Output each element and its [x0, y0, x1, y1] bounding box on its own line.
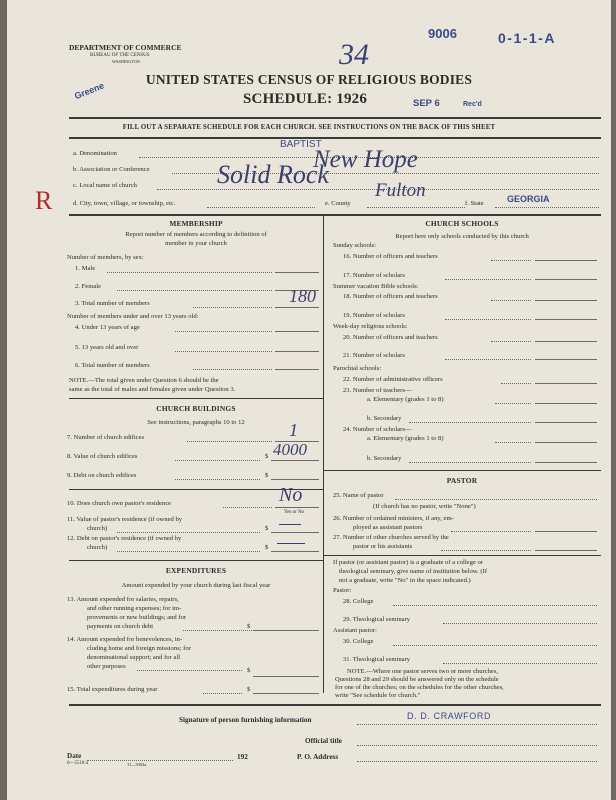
q27-answer-line	[535, 550, 597, 551]
census-schedule-sheet	[7, 0, 611, 800]
po-address-line[interactable]	[357, 761, 597, 762]
received-label-stamp: Rec'd	[463, 101, 482, 108]
q17-label: 17. Number of scholars	[343, 272, 405, 279]
county-stamp: Greene	[73, 80, 106, 102]
q12-label-2: church)	[87, 544, 108, 551]
membership-intro-1: Report number of members according to definition of	[125, 231, 267, 238]
bureau-label: BUREAU OF THE CENSUS	[90, 53, 150, 58]
q12-dollar: $	[265, 544, 269, 551]
q24a-answer-line	[535, 442, 597, 443]
header-rule-bottom	[69, 137, 601, 139]
q23a-label: a. Elementary (grades 1 to 8)	[367, 396, 444, 403]
q27-dots	[441, 550, 531, 551]
q4-label: 4. Under 13 years of age	[75, 324, 140, 331]
q26-label-2: ployed as assistant pastors	[353, 524, 423, 531]
q10-label: 10. Does church own pastor's residence	[67, 500, 172, 507]
date-label: Date	[67, 752, 82, 760]
q14-dots	[137, 670, 242, 671]
q10-value: No	[279, 484, 303, 506]
classification-code-stamp: 0-1-1-A	[498, 30, 556, 46]
form-number: 6—5518 a	[67, 761, 88, 766]
q16-label: 16. Number of officers and teachers	[343, 253, 438, 260]
q6-answer-line	[275, 369, 319, 370]
q8-label: 8. Value of church edifices	[67, 453, 138, 460]
under-over-label: Number of members under and over 13 years old:	[67, 313, 199, 320]
q23b-dots	[409, 422, 531, 423]
q31-line	[443, 663, 597, 664]
q26-answer-line	[535, 531, 597, 532]
q2-dots	[117, 290, 272, 291]
q8-dots	[175, 460, 260, 461]
membership-rule	[69, 398, 323, 399]
q1-answer-line	[275, 272, 319, 273]
q28-line	[393, 605, 597, 606]
pastor-heading: PASTOR	[446, 476, 478, 485]
membership-heading: MEMBERSHIP	[169, 219, 223, 228]
print-number: 11—9384a	[127, 762, 147, 767]
signature-label: Signature of person furnishing information	[179, 716, 312, 724]
pastor-subheading: Pastor:	[333, 587, 352, 594]
membership-intro-2: member in your church	[165, 240, 227, 247]
expenditures-intro: Amount expended by your church during last fiscal year	[121, 582, 271, 589]
summer-schools-label: Summer vacation Bible schools:	[333, 283, 419, 290]
q2-female-label: 2. Female	[75, 283, 102, 290]
q18-answer-line	[535, 300, 597, 301]
q9-label: 9. Debt on church edifices	[67, 472, 137, 479]
q17-answer-line	[535, 279, 597, 280]
signature-line[interactable]	[357, 724, 597, 725]
q30-label: 30. College	[343, 638, 374, 645]
column-divider	[323, 214, 324, 693]
q8-dollar: $	[265, 453, 269, 460]
yes-no-hint: Yes or No	[284, 510, 305, 515]
schools-intro: Report here only schools conducted by this church	[395, 233, 529, 240]
q29-label: 29. Theological seminary	[343, 616, 411, 623]
instruction-banner: FILL OUT A SEPARATE SCHEDULE FOR EACH CHURCH. SEE INSTRUCTIONS ON THE BACK OF THIS SHEET	[122, 124, 496, 131]
q11-dots	[117, 532, 260, 533]
q12-answer-line	[271, 551, 319, 552]
association-label: b. Association or Conference	[73, 166, 150, 173]
q21-answer-line	[535, 359, 597, 360]
q5-dots	[175, 351, 272, 352]
q11-dollar: $	[265, 525, 269, 532]
q31-label: 31. Theological seminary	[343, 656, 411, 663]
q8-value: 4000	[273, 440, 307, 459]
q13-line-4: payments on church debt	[87, 623, 154, 630]
pastor-note-1: NOTE.—Where one pastor serves two or more churches,	[347, 668, 499, 675]
q7-dots	[187, 441, 272, 442]
q11-answer-line	[271, 532, 319, 533]
q10-answer-line	[275, 507, 319, 508]
q14-line-3: denominational support; and for all	[87, 654, 181, 661]
po-address-label: P. O. Address	[297, 753, 339, 761]
form-title: UNITED STATES CENSUS OF RELIGIOUS BODIES	[145, 72, 473, 87]
q19-dots	[445, 319, 531, 320]
q26-dots	[451, 531, 531, 532]
q11-label-1: 11. Value of pastor's residence (if owned by	[67, 516, 183, 523]
association-value-handwritten: New Hope	[313, 146, 418, 173]
q21-dots	[445, 359, 531, 360]
q15-dots	[203, 693, 242, 694]
q15-dollar: $	[247, 686, 251, 693]
q14-line-4: other purposes	[87, 663, 126, 670]
q24a-label: a. Elementary (grades 1 to 8)	[367, 435, 444, 442]
expenditures-rule-top	[69, 560, 323, 561]
q24a-dots	[495, 442, 531, 443]
q7-value: 1	[289, 420, 298, 440]
q22-dots	[501, 383, 531, 384]
q13-dollar: $	[247, 623, 251, 630]
margin-mark-red: R	[35, 186, 53, 215]
q6-dots	[193, 369, 272, 370]
denomination-value: BAPTIST	[280, 139, 322, 150]
pastor-note-3: for one of the churches; on the schedules for the other churches,	[335, 684, 504, 691]
expenditures-heading: EXPENDITURES	[165, 566, 227, 575]
q13-line-3: provements or new buildings; and for	[87, 614, 187, 621]
q20-answer-line	[535, 341, 597, 342]
q9-answer-line	[271, 479, 319, 480]
footer-rule	[69, 704, 601, 706]
graduate-note-1: If pastor (or assistant pastor) is a graduate of a college or	[333, 559, 483, 566]
local-name-label: c. Local name of church	[73, 182, 137, 189]
q24b-label: b. Secondary	[367, 455, 402, 462]
q3-total-value: 180	[289, 286, 316, 306]
schools-rule	[323, 470, 601, 471]
q4-dots	[175, 331, 272, 332]
q25-line	[395, 499, 597, 500]
q28-label: 28. College	[343, 598, 374, 605]
q12-label-1: 12. Debt on pastor's residence (if owned by	[67, 535, 182, 542]
q6-label: 6. Total number of members	[75, 362, 150, 369]
header-rule-top	[69, 117, 601, 119]
received-date-stamp: SEP 6	[413, 98, 440, 109]
page-number-handwritten: 34	[339, 38, 369, 71]
q15-label: 15. Total expenditures during year	[67, 686, 158, 693]
q20-label: 20. Number of officers and teachers	[343, 334, 438, 341]
q24-label: 24. Number of scholars—	[343, 426, 412, 433]
q25-note: (If church has no pastor, write "None")	[373, 503, 476, 510]
q9-dollar: $	[265, 472, 269, 479]
q3-dots	[193, 307, 272, 308]
official-title-label: Official title	[305, 737, 342, 745]
q23b-label: b. Secondary	[367, 415, 402, 422]
city-label: WASHINGTON	[112, 59, 140, 64]
graduate-note-3: not a graduate, write "No" in the space indicated.)	[339, 577, 471, 584]
official-title-line[interactable]	[357, 745, 597, 746]
q1-dots	[107, 272, 272, 273]
q14-answer-line	[253, 676, 319, 677]
q23a-dots	[495, 403, 531, 404]
pastor-note-2: Questions 28 and 29 should be answered only on the schedule	[335, 676, 499, 683]
date-line[interactable]	[87, 760, 233, 761]
q18-label: 18. Number of officers and teachers	[343, 293, 438, 300]
q12-dots	[117, 551, 260, 552]
weekday-schools-label: Week-day religious schools:	[333, 323, 408, 330]
q25-label: 25. Name of pastor	[333, 492, 384, 499]
membership-note-2: same as the total of males and females given under Question 3.	[69, 386, 236, 393]
county-label: e. County	[325, 200, 351, 207]
q16-answer-line	[535, 260, 597, 261]
identity-rule	[69, 214, 601, 216]
q22-label: 22. Number of administrative officers	[343, 376, 443, 383]
graduate-note-2: theological seminary, give name of institution below. (If	[339, 568, 488, 575]
q3-answer-line	[275, 307, 319, 308]
q12-dash-mark	[277, 543, 305, 544]
q3-total-label: 3. Total number of members	[75, 300, 150, 307]
q9-dots	[175, 479, 260, 480]
q27-label-1: 27. Number of other churches served by the	[333, 534, 449, 541]
q15-answer-line	[253, 693, 319, 694]
q14-line-2: cluding home and foreign missions; for	[87, 645, 191, 652]
local-name-value-handwritten: Solid Rock	[217, 160, 329, 189]
year-label: 192	[237, 753, 248, 761]
denomination-label: a. Denomination	[73, 150, 117, 157]
q8-answer-line	[271, 460, 319, 461]
q14-line-1: 14. Amount expended for benevolences, in-	[67, 636, 183, 643]
parochial-schools-label: Parochial schools:	[333, 365, 382, 372]
by-sex-label: Number of members, by sex:	[67, 254, 144, 261]
q19-label: 19. Number of scholars	[343, 312, 405, 319]
county-line	[367, 207, 465, 208]
q26-label-1: 26. Number of ordained ministers, if any, em-	[333, 515, 454, 522]
q5-answer-line	[275, 351, 319, 352]
q4-answer-line	[275, 331, 319, 332]
q23a-answer-line	[535, 403, 597, 404]
q22-answer-line	[535, 383, 597, 384]
q18-dots	[491, 300, 531, 301]
q5-label: 5. 13 years old and over	[75, 344, 139, 351]
dept-label: DEPARTMENT OF COMMERCE	[69, 43, 182, 52]
schedule-title: SCHEDULE: 1926	[243, 91, 368, 107]
q16-dots	[491, 260, 531, 261]
state-value-stamp: GEORGIA	[507, 194, 550, 204]
state-label: f. State	[465, 200, 484, 207]
q29-line	[443, 623, 597, 624]
schedule-number-stamp: 9006	[428, 26, 457, 41]
state-line	[495, 207, 599, 208]
q10-dots	[223, 507, 272, 508]
city-town-line	[207, 207, 315, 208]
q13-line-1: 13. Amount expended for salaries, repairs,	[67, 596, 179, 603]
membership-note-1: NOTE.—The total given under Question 6 should be the	[69, 377, 219, 384]
q11-dash-mark	[279, 524, 301, 525]
signature-value-stamp: D. D. CRAWFORD	[407, 711, 492, 721]
county-value-handwritten: Fulton	[375, 180, 426, 201]
q11-label-2: church)	[87, 525, 108, 532]
q24b-dots	[409, 462, 531, 463]
pastor-rule	[323, 555, 601, 556]
q19-answer-line	[535, 319, 597, 320]
q20-dots	[491, 341, 531, 342]
q30-line	[393, 645, 597, 646]
q14-dollar: $	[247, 667, 251, 674]
q23-label: 23. Number of teachers—	[343, 387, 412, 394]
buildings-heading: CHURCH BUILDINGS	[156, 404, 236, 413]
q1-male-label: 1. Male	[75, 265, 96, 272]
q23b-answer-line	[535, 422, 597, 423]
q27-label-2: pastor or his assistants	[353, 543, 413, 550]
pastor-note-4: write "See schedule for church."	[335, 692, 421, 699]
q7-label: 7. Number of church edifices	[67, 434, 145, 441]
q24b-answer-line	[535, 462, 597, 463]
sunday-schools-label: Sunday schools:	[333, 242, 377, 249]
city-town-label: d. City, town, village, or township, etc.	[73, 200, 176, 207]
q13-answer-line	[253, 630, 319, 631]
q17-dots	[445, 279, 531, 280]
q13-line-2: and other running expenses; for im-	[87, 605, 182, 612]
schools-heading: CHURCH SCHOOLS	[425, 219, 499, 228]
buildings-intro: See instructions, paragraphs 10 to 12	[147, 419, 245, 426]
assistant-subheading: Assistant pastor:	[333, 627, 377, 634]
q21-label: 21. Number of scholars	[343, 352, 405, 359]
